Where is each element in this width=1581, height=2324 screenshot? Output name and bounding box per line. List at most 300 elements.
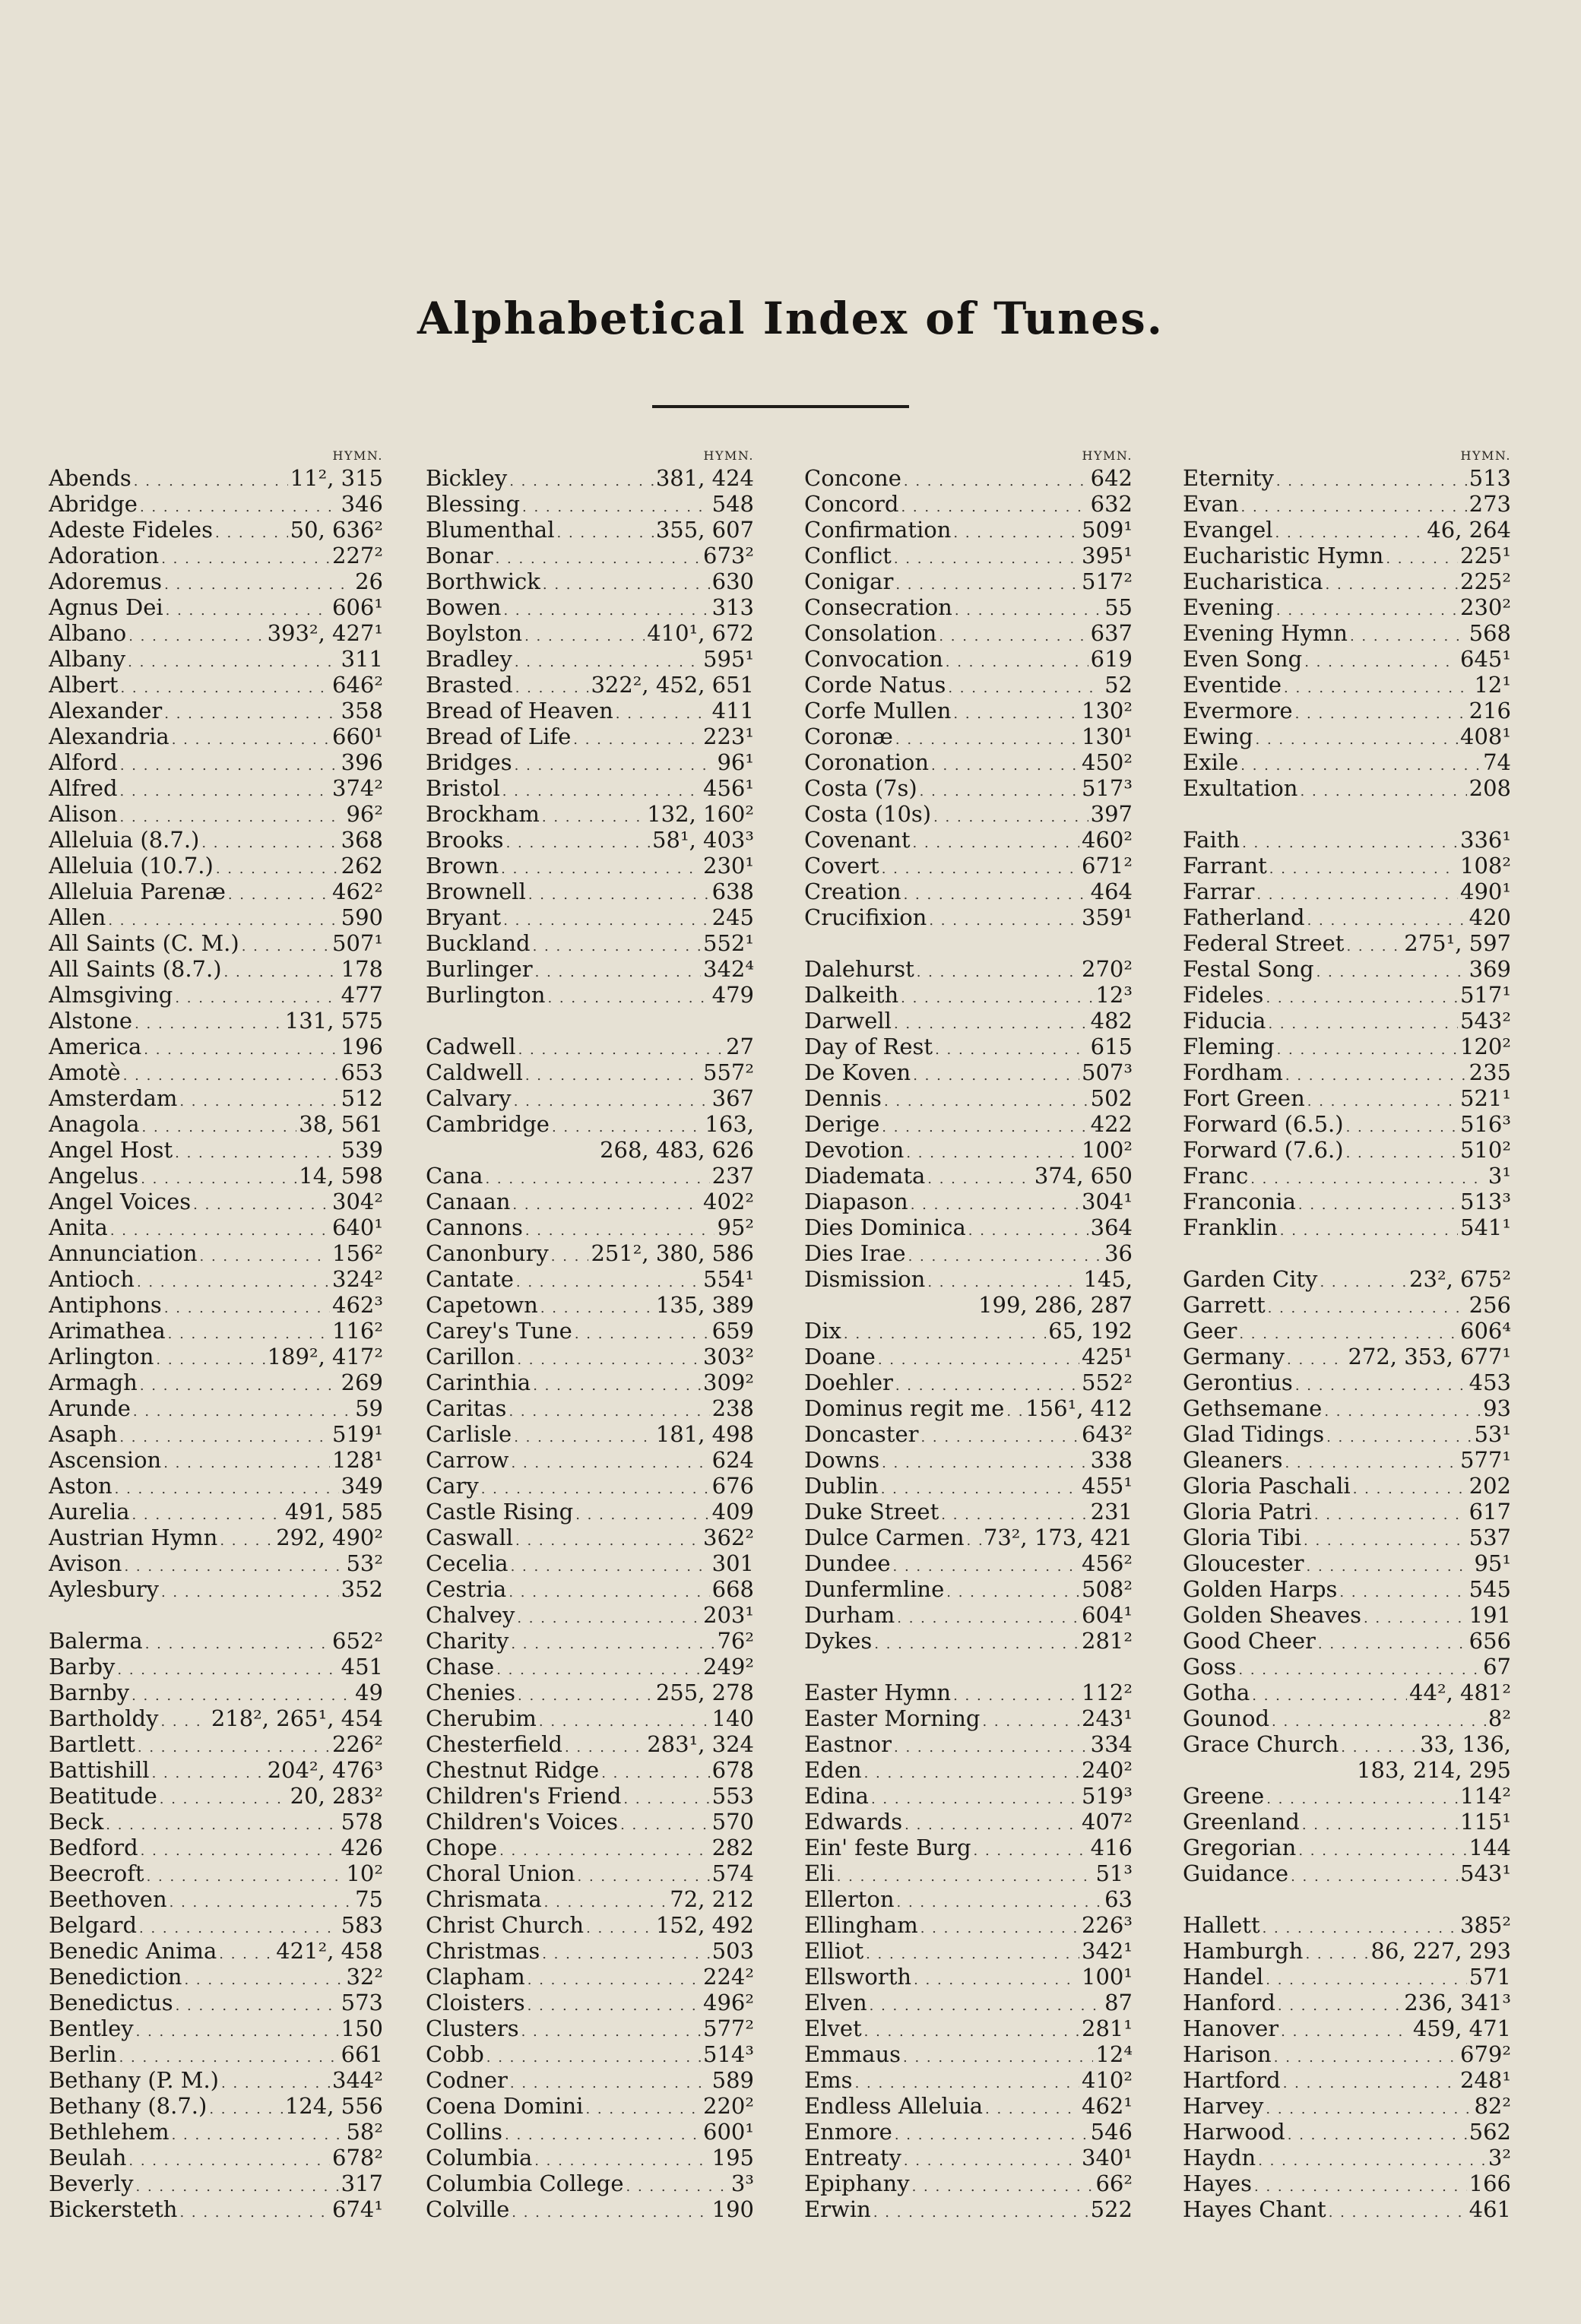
hymn-numbers: 87 — [1104, 1990, 1133, 2015]
dot-leader — [620, 1813, 710, 1835]
hymn-numbers: 227² — [332, 543, 383, 568]
tune-name: Anita — [49, 1214, 108, 1240]
hymn-numbers: 537 — [1469, 1525, 1511, 1550]
tune-name: Greenland — [1183, 1809, 1300, 1835]
tune-name: Antiphons — [49, 1292, 162, 1318]
tune-name: Burlington — [426, 982, 546, 1008]
tune-name: Alstone — [49, 1008, 133, 1034]
tune-name: Gregorian — [1183, 1835, 1297, 1860]
tune-name: Eucharistica — [1183, 568, 1323, 594]
index-entry — [804, 1525, 1133, 1550]
tune-name: Hayes Chant — [1183, 2196, 1326, 2222]
dot-leader — [110, 1218, 330, 1240]
dot-leader — [601, 1761, 709, 1783]
tune-name: Good Cheer — [1183, 1628, 1316, 1654]
dot-leader — [499, 1838, 710, 1860]
index-entry — [49, 2093, 383, 2119]
dot-leader — [140, 495, 339, 517]
index-entry — [49, 1369, 383, 1395]
tune-name: Caswall — [426, 1525, 514, 1550]
hymn-numbers: 20, 283² — [290, 1783, 383, 1809]
index-entry — [1183, 2170, 1511, 2196]
dot-leader — [119, 1425, 330, 1447]
hymn-numbers: 342⁴ — [703, 956, 754, 982]
hymn-numbers: 150 — [341, 2015, 383, 2041]
hymn-numbers: 374, 650 — [1034, 1163, 1133, 1189]
index-entry — [804, 1344, 1133, 1369]
index-entry — [1183, 853, 1511, 879]
tune-name: Balerma — [49, 1628, 143, 1654]
dot-leader — [882, 1115, 1088, 1137]
index-entry — [1183, 904, 1511, 930]
dot-leader — [933, 805, 1088, 827]
tune-name: Ellingham — [804, 1912, 918, 1938]
tune-name: Confirmation — [804, 517, 952, 543]
hymn-numbers: 368 — [341, 827, 383, 853]
hymn-numbers: 100¹ — [1082, 1964, 1133, 1990]
hymn-numbers: 156² — [332, 1240, 383, 1266]
hymn-numbers: 281² — [1082, 1628, 1133, 1654]
tune-name: Easter Hymn — [804, 1680, 952, 1705]
index-entry — [49, 1680, 383, 1705]
dot-leader — [496, 546, 701, 568]
hymn-numbers: 238 — [711, 1395, 754, 1421]
hymn-numbers: 546 — [1090, 2119, 1133, 2145]
dot-leader — [1295, 1373, 1467, 1395]
dot-leader — [1305, 1942, 1368, 1964]
tune-name: Fiducia — [1183, 1008, 1266, 1034]
dot-leader — [1326, 572, 1458, 594]
dot-leader — [1353, 1477, 1467, 1499]
index-entry — [804, 775, 1133, 801]
tune-name: Battishill — [49, 1757, 150, 1783]
index-entry — [49, 2067, 383, 2093]
tune-name: Coronæ — [804, 723, 893, 749]
index-entry — [426, 491, 754, 517]
index-entry — [49, 517, 383, 543]
index-entry — [426, 1705, 754, 1731]
dot-leader — [871, 1787, 1079, 1809]
hymn-numbers: 26 — [355, 568, 383, 594]
hymn-numbers: 317 — [341, 2170, 383, 2196]
index-entry — [804, 620, 1133, 646]
hymn-numbers: 359¹ — [1082, 904, 1133, 930]
hymn-numbers: 638 — [711, 879, 754, 904]
hymn-numbers: 340¹ — [1082, 2145, 1133, 2170]
tune-name: Colville — [426, 2196, 510, 2222]
dot-leader — [895, 1373, 1079, 1395]
dot-leader — [874, 1632, 1079, 1654]
tune-name: Aurelia — [49, 1499, 130, 1525]
tune-name: Belgard — [49, 1912, 138, 1938]
tune-name: Angel Voices — [49, 1189, 192, 1214]
dot-leader — [1329, 2200, 1467, 2222]
hymn-numbers: 425¹ — [1082, 1344, 1133, 1369]
hymn-numbers: 553 — [711, 1783, 754, 1809]
tune-name: Bryant — [426, 904, 502, 930]
dot-leader — [140, 1373, 339, 1395]
index-entry — [426, 2067, 754, 2093]
tune-name: Caldwell — [426, 1059, 523, 1085]
tune-name: Darwell — [804, 1008, 892, 1034]
spacer — [426, 1008, 754, 1034]
spacer — [1183, 1886, 1511, 1912]
dot-leader — [1364, 1606, 1467, 1628]
index-entry — [1183, 1189, 1511, 1214]
tune-name: Angel Host — [49, 1137, 173, 1163]
tune-name: Corde Natus — [804, 672, 946, 698]
index-entry — [426, 1860, 754, 1886]
tune-name: Hartford — [1183, 2067, 1281, 2093]
hymn-numbers: 334 — [1090, 1731, 1133, 1757]
index-entry — [1183, 1628, 1511, 1654]
index-entry — [804, 1473, 1133, 1499]
index-entry — [426, 1369, 754, 1395]
dot-leader — [512, 1192, 701, 1214]
tune-name: Bradley — [426, 646, 512, 672]
dot-leader — [147, 1864, 344, 1886]
hymn-numbers: 543² — [1460, 1008, 1511, 1034]
tune-name: Canaan — [426, 1189, 511, 1214]
hymn-numbers: 178 — [341, 956, 383, 982]
hymn-numbers: 512 — [341, 1085, 383, 1111]
dot-leader — [175, 1141, 339, 1163]
dot-leader — [1350, 624, 1467, 646]
dot-leader — [1318, 1632, 1467, 1654]
index-entry — [1183, 1783, 1511, 1809]
tune-name: Carrow — [426, 1447, 509, 1473]
tune-name: Boylston — [426, 620, 523, 646]
tune-name: Exile — [1183, 749, 1239, 775]
dot-leader — [1295, 701, 1467, 723]
index-entry — [49, 1214, 383, 1240]
index-entry — [49, 1111, 383, 1137]
dot-leader — [881, 1477, 1079, 1499]
dot-leader — [168, 1322, 330, 1344]
dot-leader — [124, 1554, 344, 1576]
index-entry — [426, 1731, 754, 1757]
dot-leader — [542, 1942, 709, 1964]
hymn-numbers: 381, 424 — [655, 465, 754, 491]
hymn-numbers: 46, 264 — [1427, 517, 1511, 543]
hymn-numbers: 223¹ — [703, 723, 754, 749]
dot-leader — [172, 727, 330, 749]
dot-leader — [939, 624, 1088, 646]
index-entry — [1183, 1085, 1511, 1111]
dot-leader — [1316, 960, 1467, 982]
dot-leader — [903, 2045, 1093, 2067]
index-entry — [804, 1550, 1133, 1576]
tune-name: Doncaster — [804, 1421, 919, 1447]
hymn-numbers: 508² — [1082, 1576, 1133, 1602]
index-entry — [49, 1344, 383, 1369]
dot-leader — [136, 2174, 339, 2196]
tune-name: Eastnor — [804, 1731, 892, 1757]
index-entry — [1183, 1447, 1511, 1473]
hymn-numbers: 562 — [1469, 2119, 1511, 2145]
hymn-numbers: 420 — [1469, 904, 1511, 930]
tune-name: Golden Harps — [1183, 1576, 1338, 1602]
tune-name: Chrismata — [426, 1886, 542, 1912]
hymn-numbers: 195 — [711, 2145, 754, 2170]
dot-leader — [164, 572, 353, 594]
dot-leader — [141, 1838, 339, 1860]
index-entry — [804, 1421, 1133, 1447]
index-entry — [1183, 1059, 1511, 1085]
tune-name: Hanover — [1183, 2015, 1279, 2041]
tune-name: Hamburgh — [1183, 1938, 1304, 1964]
tune-name: Harvey — [1183, 2093, 1264, 2119]
dot-leader — [1285, 1063, 1467, 1085]
tune-name: Geer — [1183, 1318, 1237, 1344]
tune-name: Anagola — [49, 1111, 140, 1137]
index-entry — [1183, 1912, 1511, 1938]
dot-leader — [904, 469, 1088, 491]
tune-name: Fordham — [1183, 1059, 1283, 1085]
dot-leader — [552, 1115, 702, 1137]
tune-name: All Saints (8.7.) — [49, 956, 222, 982]
index-entry — [426, 2170, 754, 2196]
tune-name: Aston — [49, 1473, 112, 1499]
dot-leader — [882, 856, 1079, 879]
index-entry — [49, 1137, 383, 1163]
tune-name: Durham — [804, 1602, 895, 1628]
tune-name: Hanford — [1183, 1990, 1275, 2015]
index-entry — [426, 1214, 754, 1240]
dot-leader — [510, 2071, 710, 2093]
dot-leader — [228, 882, 330, 904]
dot-leader — [1266, 1787, 1458, 1809]
hymn-numbers: 135, 389 — [655, 1292, 754, 1318]
index-entry — [804, 1189, 1133, 1214]
hymn-numbers: 679² — [1460, 2041, 1511, 2067]
tune-name: Caritas — [426, 1395, 507, 1421]
dot-leader — [626, 2174, 729, 2196]
index-entry — [1183, 879, 1511, 904]
dot-leader — [1298, 1192, 1458, 1214]
index-entry — [804, 2119, 1133, 2145]
hymn-numbers: 262 — [341, 853, 383, 879]
index-entry — [1183, 594, 1511, 620]
dot-leader — [219, 1942, 274, 1964]
hymn-numbers: 52 — [1104, 672, 1133, 698]
hymn-numbers: 477 — [341, 982, 383, 1008]
dot-leader — [525, 1063, 701, 1085]
tune-name: Dalehurst — [804, 956, 914, 982]
tune-name: Franc — [1183, 1163, 1249, 1189]
index-entry — [49, 1421, 383, 1447]
dot-leader — [164, 701, 338, 723]
dot-leader — [242, 934, 330, 956]
hymn-numbers: 270² — [1082, 956, 1133, 982]
tune-name: Dismission — [804, 1266, 926, 1292]
index-entry — [804, 2196, 1133, 2222]
dot-leader — [911, 1192, 1079, 1214]
tune-name: Cobb — [426, 2041, 484, 2067]
tune-name: Creation — [804, 879, 901, 904]
tune-name: Entreaty — [804, 2145, 901, 2170]
dot-leader — [884, 1089, 1088, 1111]
index-entry — [426, 568, 754, 594]
hymn-numbers: 145, — [1083, 1266, 1133, 1292]
dot-leader — [517, 1606, 701, 1628]
hymn-numbers: 604¹ — [1082, 1602, 1133, 1628]
hymn-numbers: 73², 173, 421 — [983, 1525, 1133, 1550]
dot-leader — [120, 753, 339, 775]
hymn-numbers: 410² — [1082, 2067, 1133, 2093]
hymn-numbers: 191 — [1469, 1602, 1511, 1628]
tune-name: Dublin — [804, 1473, 879, 1499]
hymn-numbers: 281¹ — [1082, 2015, 1133, 2041]
tune-name: Benediction — [49, 1964, 182, 1990]
index-entry — [1183, 2196, 1511, 2222]
dot-leader — [623, 1787, 709, 1809]
hymn-numbers: 66² — [1095, 2170, 1133, 2196]
hymn-numbers: 268, 483, 626 — [600, 1137, 754, 1163]
index-entry — [426, 698, 754, 723]
dot-leader — [518, 1037, 724, 1059]
tune-name: Dunfermline — [804, 1576, 945, 1602]
tune-name: Epiphany — [804, 2170, 910, 2196]
index-entry — [426, 1602, 754, 1628]
dot-leader — [953, 521, 1079, 543]
dot-leader — [1242, 831, 1458, 853]
hymn-numbers: 51³ — [1095, 1860, 1133, 1886]
hymn-numbers: 364 — [1090, 1214, 1133, 1240]
tune-name: Brasted — [426, 672, 513, 698]
hymn-numbers: 589 — [711, 2067, 754, 2093]
dot-leader — [503, 908, 709, 930]
index-entry — [426, 1990, 754, 2015]
tune-name: Burlinger — [426, 956, 533, 982]
dot-leader — [844, 1322, 1046, 1344]
tune-name: Abridge — [49, 491, 138, 517]
tune-name: Fatherland — [1183, 904, 1305, 930]
column-header: HYMN. — [1082, 448, 1133, 463]
dot-leader — [575, 1502, 709, 1525]
dot-leader — [893, 1554, 1080, 1576]
tune-name: Albert — [49, 672, 119, 698]
hymn-numbers: 86, 227, 293 — [1370, 1938, 1511, 1964]
tune-name: Hallett — [1183, 1912, 1260, 1938]
dot-leader — [927, 1167, 1032, 1189]
hymn-numbers: 462¹ — [1082, 2093, 1133, 2119]
tune-name: Conflict — [804, 543, 892, 568]
dot-leader — [115, 1477, 339, 1499]
tune-name: Dennis — [804, 1085, 882, 1111]
index-entry — [49, 1550, 383, 1576]
tune-name: Bread of Life — [426, 723, 572, 749]
dot-leader — [215, 521, 288, 543]
hymn-numbers: 236, 341³ — [1404, 1990, 1511, 2015]
index-entry — [1183, 723, 1511, 749]
tune-name: Endless Alleluia — [804, 2093, 984, 2119]
tune-name: Garrett — [1183, 1292, 1266, 1318]
dot-leader — [515, 753, 715, 775]
dot-leader — [1320, 1270, 1407, 1292]
hymn-numbers: 374² — [332, 775, 383, 801]
hymn-numbers: 571 — [1469, 1964, 1511, 1990]
index-entry — [1183, 491, 1511, 517]
hymn-numbers: 225¹ — [1460, 543, 1511, 568]
tune-name: Bedford — [49, 1835, 138, 1860]
dot-leader — [123, 1063, 339, 1085]
index-entry — [1183, 930, 1511, 956]
index-entry — [804, 1990, 1133, 2015]
hymn-numbers: 517³ — [1082, 775, 1133, 801]
hymn-numbers: 251², 380, 586 — [591, 1240, 754, 1266]
index-entry — [804, 801, 1133, 827]
hymn-numbers: 76² — [717, 1628, 754, 1654]
dot-leader — [1341, 1735, 1418, 1757]
hymn-numbers: 393², 427¹ — [267, 620, 383, 646]
index-entry — [49, 1034, 383, 1059]
hymn-numbers: 460² — [1082, 827, 1133, 853]
hymn-numbers: 395¹ — [1082, 543, 1133, 568]
hymn-numbers: 303² — [703, 1344, 754, 1369]
index-entry — [49, 1499, 383, 1525]
tune-name: Day of Rest — [804, 1034, 933, 1059]
column-header: HYMN. — [703, 448, 754, 463]
index-entry — [426, 1473, 754, 1499]
dot-leader — [1239, 1322, 1458, 1344]
dot-leader — [156, 1347, 265, 1369]
tune-name: Harison — [1183, 2041, 1272, 2067]
tune-name: Bridges — [426, 749, 512, 775]
hymn-numbers: 27 — [726, 1034, 754, 1059]
tune-name: Easter Morning — [804, 1705, 981, 1731]
hymn-numbers: 554¹ — [703, 1266, 754, 1292]
dot-leader — [486, 2045, 701, 2067]
hymn-numbers: 507¹ — [332, 930, 383, 956]
tune-name: Angelus — [49, 1163, 139, 1189]
dot-leader — [904, 2148, 1079, 2170]
tune-name: Bartlett — [49, 1731, 135, 1757]
dot-leader — [578, 1864, 710, 1886]
hymn-numbers: 659 — [711, 1318, 754, 1344]
index-entry — [1183, 1860, 1511, 1886]
index-entry — [426, 465, 754, 491]
hymn-numbers: 324² — [332, 1266, 383, 1292]
index-entry — [49, 465, 383, 491]
tune-name: Evening — [1183, 594, 1274, 620]
hymn-numbers: 595¹ — [703, 646, 754, 672]
tune-name: Doane — [804, 1344, 876, 1369]
index-entry — [804, 1266, 1133, 1292]
dot-leader — [521, 2019, 701, 2041]
dot-leader — [864, 2019, 1079, 2041]
index-entry — [49, 879, 383, 904]
dot-leader — [528, 1993, 701, 2015]
index-entry — [1183, 543, 1511, 568]
tune-name: Elliot — [804, 1938, 864, 1964]
hymn-numbers: 606⁴ — [1460, 1318, 1511, 1344]
index-entry — [426, 517, 754, 543]
hymn-numbers: 166 — [1469, 2170, 1511, 2196]
dot-leader — [1268, 1296, 1467, 1318]
dot-leader — [894, 546, 1079, 568]
dot-leader — [837, 1864, 1094, 1886]
tune-name: Bethany (8.7.) — [49, 2093, 208, 2119]
dot-leader — [511, 1632, 714, 1654]
index-entry — [804, 982, 1133, 1008]
dot-leader — [866, 1942, 1079, 1964]
dot-leader — [224, 960, 339, 982]
dot-leader — [904, 882, 1088, 904]
hymn-numbers: 645¹ — [1460, 646, 1511, 672]
hymn-numbers: 652² — [332, 1628, 383, 1654]
tune-name: Conigar — [804, 568, 894, 594]
